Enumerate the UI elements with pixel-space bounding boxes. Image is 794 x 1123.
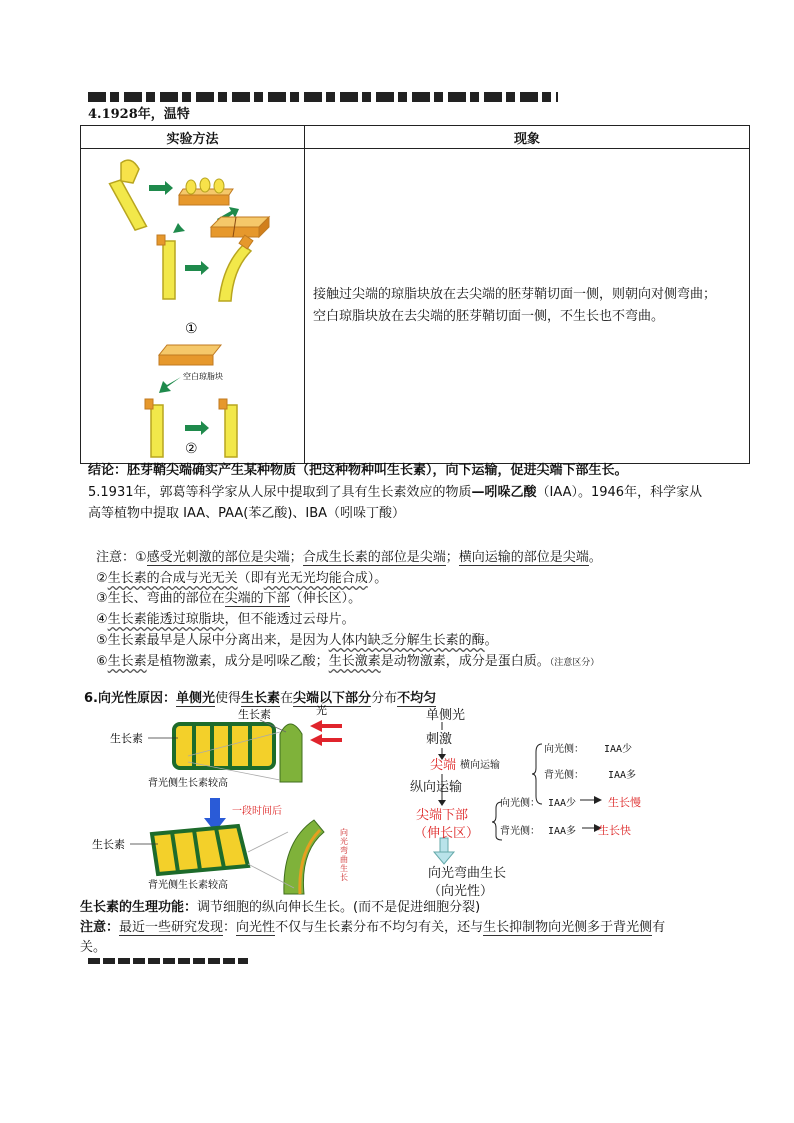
flow-iaa-more2: IAA多: [548, 826, 577, 837]
coleoptile-tip-green: [280, 724, 302, 782]
phenomenon-line1: 接触过尖端的琼脂块放在去尖端的胚芽鞘切面一侧，则朝向对侧弯曲；: [313, 287, 717, 302]
iaa-less-text: IAA少: [604, 744, 633, 755]
note6-auxin: 生长素: [107, 654, 147, 669]
label-bend-vertical: 向光弯曲生长: [340, 828, 348, 882]
note-recent-c: 向光性: [236, 920, 276, 935]
flow-result2: （向光性）: [428, 884, 494, 899]
physiology-text-a: 调节细胞的: [197, 900, 263, 915]
flow-iaa-less: [604, 740, 632, 755]
flow-lateral: 横向运输: [460, 760, 500, 771]
note2-end: ）。: [367, 571, 388, 586]
flow-iaa-more: IAA多: [608, 770, 637, 781]
cut-off-text-bottom: [88, 958, 248, 964]
note-recent-b: ：: [223, 920, 237, 935]
method-cell: [81, 149, 305, 464]
bending-coleoptile: [219, 235, 253, 301]
note5-part1: 人体内缺乏分解生长素的酶: [328, 633, 485, 648]
note1-part3: 横向运输的部位是尖端: [458, 550, 589, 565]
physiology-text-c: 。(而不是促进细胞分裂): [340, 900, 481, 915]
note1-sep1: ；: [289, 550, 303, 565]
section4-title: 4.1928年，温特: [88, 107, 190, 122]
flow-single-light: 单侧光: [426, 708, 466, 723]
label-auxin-top: 生长素: [238, 708, 271, 721]
flow-shade-side2: 背光侧：: [500, 826, 540, 837]
figure-label-2: ②: [185, 441, 198, 457]
note2-sep: （即: [237, 571, 264, 586]
note-4: [96, 610, 355, 630]
note-1: [96, 548, 602, 568]
section5-line2: 高等植物中提取 IAA、PAA(苯乙酸)、IBA（吲哚丁酸）: [88, 506, 406, 521]
flow-iaa-less2: IAA少: [548, 798, 577, 809]
control-coleoptile-before: [145, 399, 163, 457]
note-recent-a: 最近一些研究发现: [119, 920, 224, 935]
flow-elongation-zone: （伸长区）: [414, 826, 480, 841]
decapitated-coleoptile-with-agar: [157, 235, 175, 299]
note1-prefix: 注意：①: [96, 550, 147, 565]
flow-light-side: 向光侧：: [544, 744, 584, 755]
col-method-header: 实验方法: [81, 126, 305, 149]
bent-coleoptile: [284, 820, 324, 894]
cut-off-text-top: [88, 92, 558, 102]
note-recent-line2: 关。: [80, 940, 107, 955]
section5-text-c: （IAA）。1946年，科学家从: [536, 485, 703, 500]
note1-sep2: ；: [445, 550, 459, 565]
note1-part1: 感受光刺激的部位是尖端: [146, 550, 290, 565]
physiology-line: [80, 898, 480, 918]
flow-tip: 尖端: [430, 758, 457, 773]
physiology-text-b: 纵向伸长生长: [262, 900, 341, 915]
section5-text-a: 5.1931年，郭葛等科学家从人尿中提取到了具有生长素效应的物质: [88, 485, 472, 500]
s6-title-a: 6.向光性原因：: [84, 691, 176, 706]
note2-prefix: ②: [96, 571, 108, 586]
note5-prefix: ⑤生长素最早是人尿中分离出来，是因为: [96, 633, 329, 648]
label-after-time: 一段时间后: [232, 806, 282, 817]
note1-part2: 合成生长素的部位是尖端: [302, 550, 446, 565]
label-shade-high2: 背光侧生长素较高: [148, 880, 228, 891]
blank-agar-label: 空白琼脂块: [183, 372, 223, 381]
note-recent-e: 生长抑制物向光侧多于背光侧: [483, 920, 653, 935]
note3-part1: 尖端的下部: [224, 591, 290, 606]
cells-after: [152, 826, 248, 874]
s6-title-c: 使得: [215, 691, 242, 706]
flow-below-tip: 尖端下部: [416, 808, 469, 823]
section5-iaa-name: —吲哚乙酸: [471, 485, 537, 500]
coleoptile-tip-figure: [110, 160, 147, 233]
note2-part1: 生长素的合成与光无关: [107, 571, 238, 586]
section4-conclusion: 结论：胚芽鞘尖端确实产生某种物质（把这种物种叫生长素），向下运输，促进尖端下部生长。: [88, 463, 628, 478]
flow-result: 向光弯曲生长: [428, 866, 507, 881]
s6-title-g: 分布: [371, 691, 398, 706]
label-auxin-left2: 生长素: [92, 838, 125, 851]
went-experiment-figure: [81, 149, 303, 459]
note2-part2: 有光无光均能合成: [263, 571, 368, 586]
blank-agar-block: [159, 345, 221, 365]
flow-light-side2: 向光侧：: [500, 798, 540, 809]
note6-prefix: ⑥: [96, 654, 108, 669]
phenomenon-cell: [305, 149, 750, 464]
agar-with-tips: [179, 178, 233, 205]
note6-gh: 生长激素: [328, 654, 381, 669]
s6-title-uneven: 不均匀: [397, 691, 437, 706]
flow-shade-side: 背光侧：: [544, 770, 584, 781]
flow-grow-fast: 生长快: [598, 824, 631, 837]
note-recent-line1: [80, 918, 665, 938]
note4-prefix: ④: [96, 612, 108, 627]
note-2: [96, 569, 387, 589]
light-arrows: [310, 720, 342, 746]
note4-end: ，但不能透过云母片。: [224, 612, 355, 627]
note-6: [96, 652, 599, 673]
flow-vertical: 纵向运输: [410, 780, 463, 795]
label-light: 光: [316, 704, 327, 717]
control-coleoptile-after: [219, 399, 237, 457]
note6-text2: 是动物激素，成分是蛋白质。: [380, 654, 550, 669]
note4-part1: 生长素能透过琼脂块: [107, 612, 225, 627]
note-recent-f: 有: [652, 920, 666, 935]
note-3: [96, 589, 361, 609]
flow-grow-slow: 生长慢: [608, 796, 641, 809]
flow-stimulus: 刺激: [426, 732, 453, 747]
s6-title-e: 在: [280, 691, 294, 706]
note-recent-label: 注意：: [80, 920, 120, 935]
phenomenon-line2: 空白琼脂块放在去尖端的胚芽鞘切面一侧，不生长也不弯曲。: [313, 309, 665, 324]
note-recent-d: 不仅与生长素分布不均匀有关，还与: [275, 920, 484, 935]
s6-title-auxin: 生长素: [241, 691, 281, 706]
note3-prefix: ③生长、弯曲的部位在: [96, 591, 225, 606]
s6-title-part: 尖端以下部分: [293, 691, 372, 706]
label-auxin-left: 生长素: [110, 732, 143, 745]
note3-end: （伸长区）。: [289, 591, 362, 606]
cells-before: [174, 724, 274, 768]
s6-title-light: 单侧光: [175, 691, 215, 706]
note5-end: 。: [484, 633, 498, 648]
note6-remark: （注意区分）: [549, 658, 600, 668]
figure-label-1: ①: [185, 321, 198, 337]
note1-end: 。: [588, 550, 602, 565]
cut-agar-blocks: [211, 217, 269, 237]
note-5: [96, 631, 498, 651]
experiment-table: [80, 125, 750, 464]
physiology-label: 生长素的生理功能：: [80, 900, 198, 915]
label-shade-high: 背光侧生长素较高: [148, 778, 228, 789]
section5-line1: [88, 483, 702, 503]
note6-text1: 是植物激素，成分是吲哚乙酸；: [146, 654, 329, 669]
col-phenomenon-header: 现象: [305, 126, 750, 149]
